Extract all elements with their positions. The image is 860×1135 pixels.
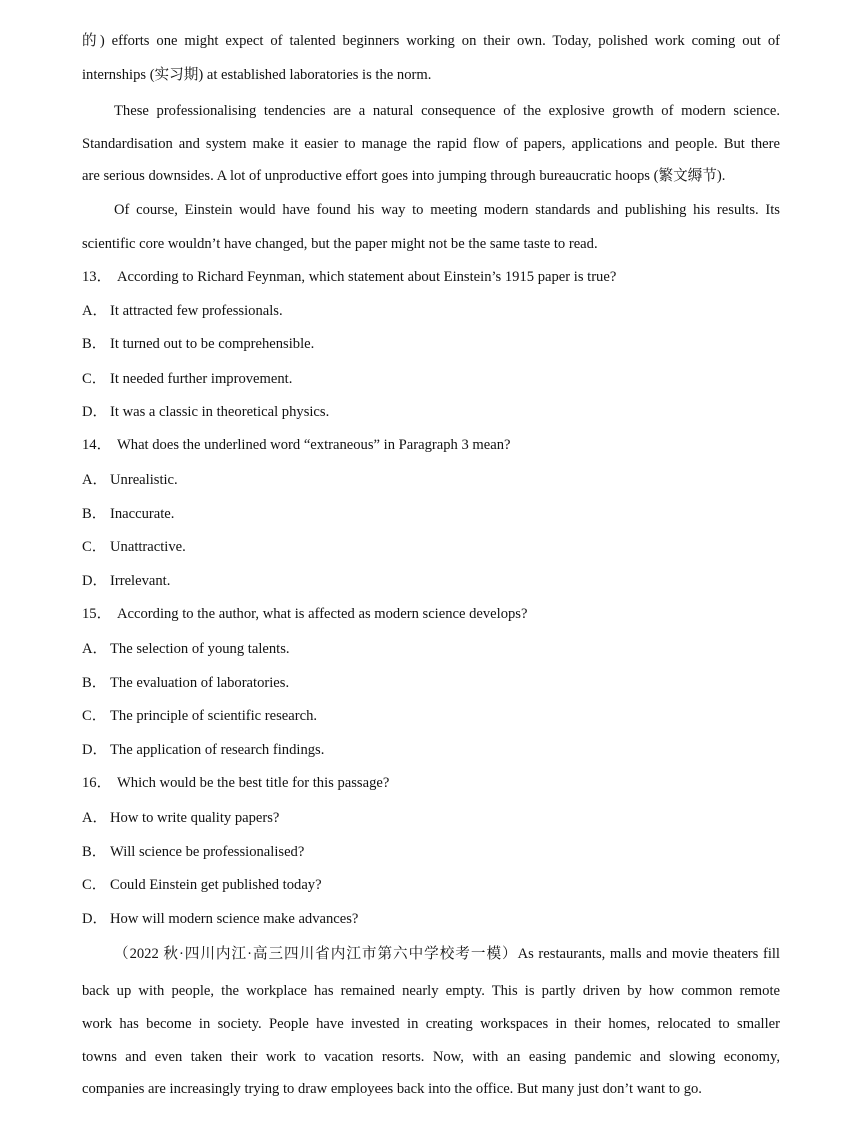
option-text: It was a classic in theoretical physics. — [110, 404, 330, 420]
option-letter: D． — [82, 911, 108, 927]
next-passage-line: towns and even taken their work to vacation resorts. Now, with an easing pandemic and slowing economy, — [82, 1049, 780, 1065]
option-14-d — [82, 571, 780, 591]
question-16 — [82, 773, 780, 793]
option-letter: A． — [82, 303, 108, 319]
option-letter: B． — [82, 336, 107, 352]
option-15-d — [82, 740, 780, 760]
next-passage-line: （2022 秋·四川内江·高三四川省内江市第六中学校考一模）As restaurants, malls and movie theaters fill — [114, 946, 780, 962]
question-number: 14． — [82, 437, 112, 453]
paragraph-line: These professionalising tendencies are a natural consequence of the explosive growth of modern science. — [114, 103, 780, 119]
option-text: It turned out to be comprehensible. — [110, 336, 315, 352]
option-text: The selection of young talents. — [110, 641, 290, 657]
paragraph-line: scientific core wouldn’t have changed, but the paper might not be the same taste to read. — [82, 236, 598, 252]
passage-line: 的) efforts one might expect of talented beginners working on their own. Today, polished work coming out of — [82, 33, 780, 49]
option-16-b — [82, 842, 780, 862]
option-15-c — [82, 706, 780, 726]
option-14-a — [82, 470, 780, 490]
question-number: 13． — [82, 269, 112, 285]
option-13-c — [82, 369, 780, 389]
option-text: Inaccurate. — [110, 506, 175, 522]
option-letter: C． — [82, 371, 107, 387]
option-text: Unattractive. — [110, 539, 186, 555]
option-letter: D． — [82, 742, 108, 758]
question-13 — [82, 267, 780, 287]
option-text: How to write quality papers? — [110, 810, 280, 826]
option-text: It needed further improvement. — [110, 371, 293, 387]
option-letter: C． — [82, 539, 107, 555]
paragraph-line: Of course, Einstein would have found his way to meeting modern standards and publishing his results. Its — [114, 202, 780, 218]
option-16-a — [82, 808, 780, 828]
option-letter: B． — [82, 844, 107, 860]
question-text: According to Richard Feynman, which statement about Einstein’s 1915 paper is true? — [117, 269, 617, 285]
option-15-b — [82, 673, 780, 693]
question-14 — [82, 435, 780, 455]
paragraph-line: Standardisation and system make it easier to manage the rapid flow of papers, applications and people. But there — [82, 136, 780, 152]
option-16-d — [82, 909, 780, 929]
paragraph-line: are serious downsides. A lot of unproductive effort goes into jumping through bureaucratic hoops (繁文缛节). — [82, 168, 726, 184]
option-letter: B． — [82, 675, 107, 691]
option-13-a — [82, 301, 780, 321]
option-text: The application of research findings. — [110, 742, 325, 758]
question-text: According to the author, what is affected as modern science develops? — [117, 606, 528, 622]
option-letter: D． — [82, 404, 108, 420]
question-number: 16． — [82, 775, 112, 791]
question-15 — [82, 604, 780, 624]
option-13-d — [82, 402, 780, 422]
option-14-b — [82, 504, 780, 524]
option-letter: A． — [82, 472, 108, 488]
option-13-b — [82, 334, 780, 354]
option-14-c — [82, 537, 780, 557]
option-16-c — [82, 875, 780, 895]
option-letter: D． — [82, 573, 108, 589]
passage-line: internships (实习期) at established laboratories is the norm. — [82, 67, 432, 83]
option-text: The evaluation of laboratories. — [110, 675, 290, 691]
option-text: Could Einstein get published today? — [110, 877, 322, 893]
question-number: 15． — [82, 606, 112, 622]
option-letter: A． — [82, 810, 108, 826]
next-passage-line: work has become in society. People have invested in creating workspaces in their homes, relocated to smaller — [82, 1016, 780, 1032]
option-text: The principle of scientific research. — [110, 708, 318, 724]
next-passage-line: companies are increasingly trying to draw employees back into the office. But many just don’t want to go. — [82, 1081, 702, 1097]
next-passage-line: back up with people, the workplace has remained nearly empty. This is partly driven by how common remote — [82, 983, 780, 999]
option-letter: C． — [82, 708, 107, 724]
question-text: Which would be the best title for this passage? — [117, 775, 390, 791]
option-text: Unrealistic. — [110, 472, 178, 488]
option-letter: A． — [82, 641, 108, 657]
question-text: What does the underlined word “extraneous” in Paragraph 3 mean? — [117, 437, 511, 453]
option-text: It attracted few professionals. — [110, 303, 283, 319]
option-letter: B． — [82, 506, 107, 522]
option-letter: C． — [82, 877, 107, 893]
option-text: How will modern science make advances? — [110, 911, 359, 927]
option-text: Will science be professionalised? — [110, 844, 305, 860]
option-15-a — [82, 639, 780, 659]
option-text: Irrelevant. — [110, 573, 171, 589]
